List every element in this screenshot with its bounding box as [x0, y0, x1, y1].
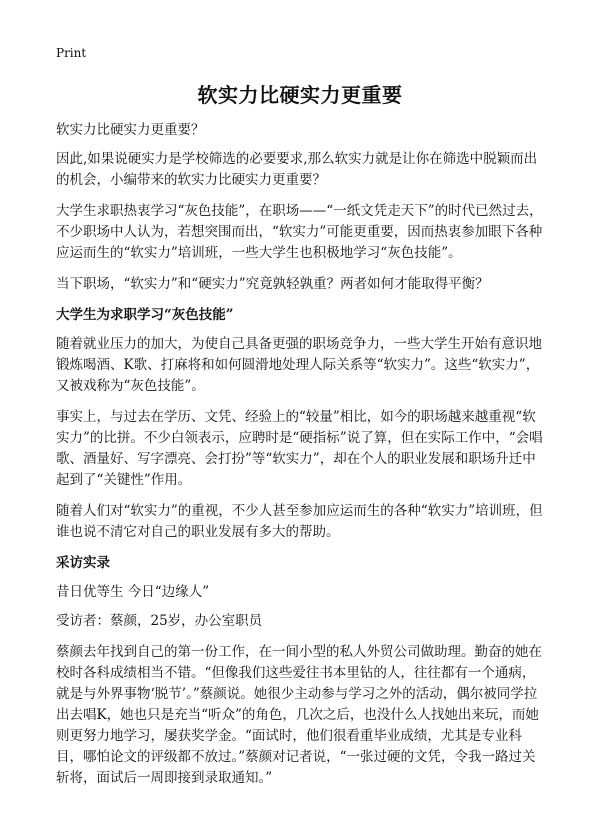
- paragraph-training: 随着人们对“软实力”的重视，不少人甚至参加应运而生的各种“软实力”培训班，但谁也说不清它对自己的职业发展有多大的帮助。: [56, 503, 543, 540]
- paragraph-interviewee: 受访者：蔡颜，25岁，办公室职员: [56, 613, 263, 629]
- paragraph-intro: 因此,如果说硬实力是学校筛选的必要要求,那么软实力就是让你在筛选中脱颖而出的机会，小编带来的软实力比硬实力更重要？: [56, 151, 538, 188]
- paragraph-pressure: 随着就业压力的加大，为使自己具备更强的职场竞争力，一些大学生开始有意识地锻炼喝酒、K歌、打麻将和如何圆滑地处理人际关系等“软实力”。这些“软实力”，又被戏称为“灰色技能”。: [56, 336, 542, 394]
- paragraph-balance-question: 当下职场，“软实力”和“硬实力”究竟孰轻孰重？两者如何才能取得平衡？: [56, 276, 489, 292]
- section-heading-interview: 采访实录: [56, 555, 110, 571]
- article-body: [56, 120, 548, 799]
- section-heading-grey-skills: 大学生为求职学习“灰色技能”: [56, 307, 234, 323]
- print-link[interactable]: Print: [56, 46, 87, 60]
- paragraph-grey-skills: 大学生求职热衷学习“灰色技能”，在职场——“一纸文凭走天下”的时代已然过去，不少职场中人认为，若想突围而出，“软实力”可能更重要，因而热衷参加眼下各种应运而生的“软实力”培训班，一些大学生也积极地学习“灰色技能”。: [56, 203, 543, 261]
- paragraph-subtitle: 昔日优等生 今日“边缘人”: [56, 584, 210, 600]
- paragraph-story: 蔡颜去年找到自己的第一份工作，在一间小型的私人外贸公司做助理。勤奋的她在校时各科成绩相当不错。“但像我们这些爱往书本里钻的人，往往都有一个通病，就是与外界事物‘脱节’。”蔡颜说。她很少主动参与学习之外的活动，偶尔被同学拉出去唱K，她也只是充当“听众”的角色，几次之后，也没什么人找她出来玩，而她则更努力地学习，屡获奖学金。“面试时，他们很看重毕业成绩，尤其是专业科目，哪怕论文的评级都不放过。”蔡颜对记者说，“一张过硬的文凭，令我一路过关斩将，面试后一周即接到录取通知。”: [56, 644, 542, 786]
- paragraph-question: 软实力比硬实力更重要？: [56, 122, 205, 138]
- article-title: 软实力比硬实力更重要: [197, 83, 403, 107]
- paragraph-comparison: 事实上，与过去在学历、文凭、经验上的“较量”相比，如今的职场越来越重视“软实力”的比拼。不少白领表示，应聘时是“硬指标”说了算，但在实际工作中，“会唱歌、酒量好、写字漂亮、会打扮”等“软实力”，却在个人的职业发展和职场升迁中起到了“关键性”作用。: [56, 409, 543, 488]
